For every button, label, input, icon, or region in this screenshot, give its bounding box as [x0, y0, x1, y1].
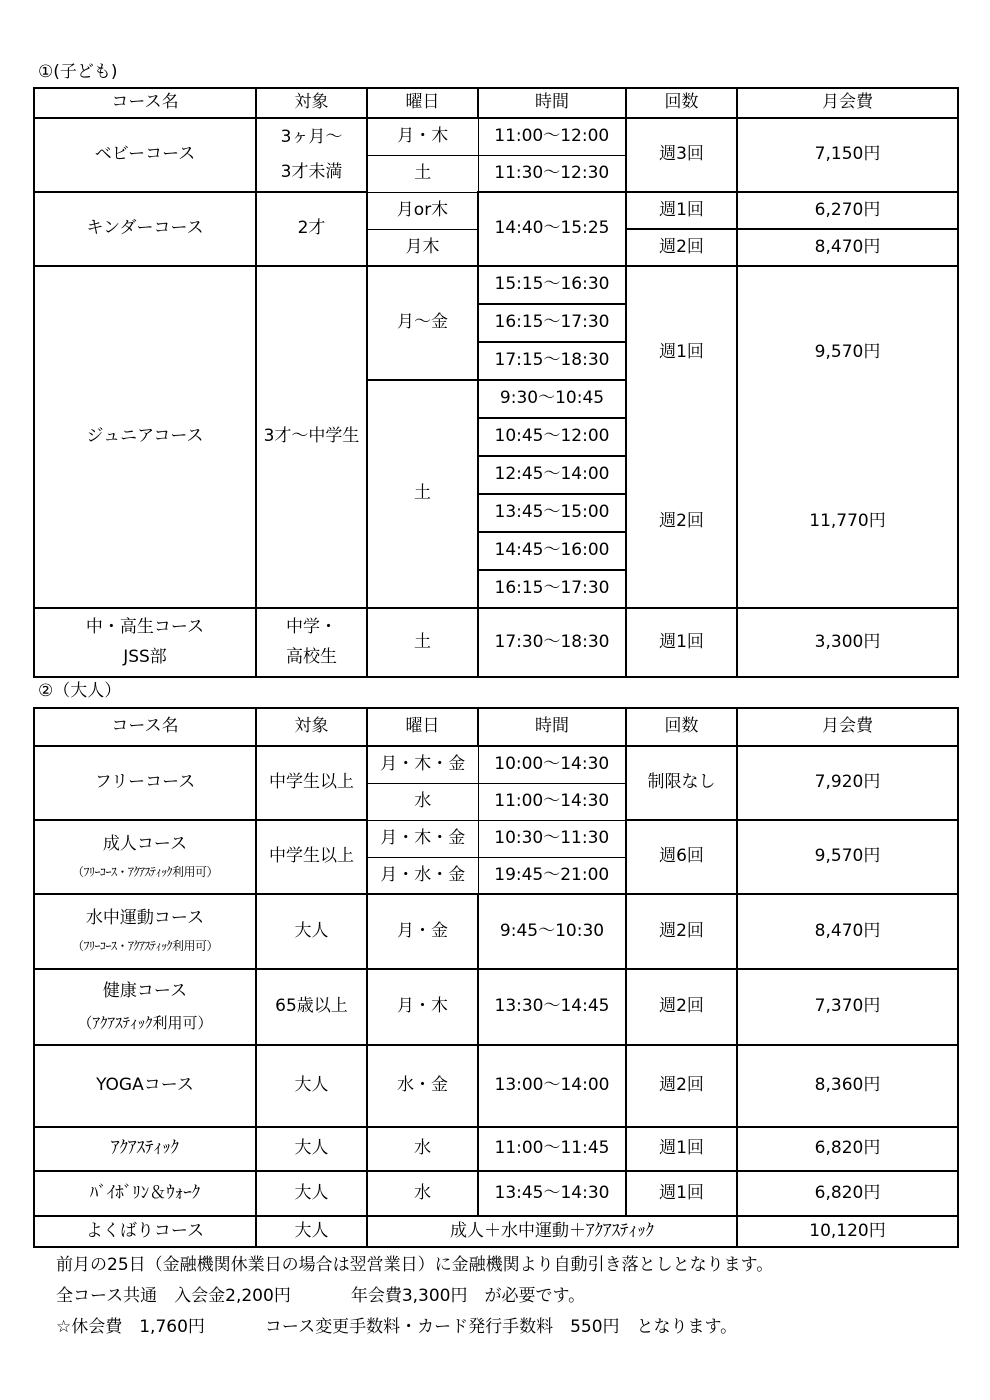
target-highschool — [256, 608, 367, 677]
days-cell: 水 — [367, 1127, 478, 1171]
header-monthly-fee: 月会費 — [737, 88, 958, 118]
header-days: 曜日 — [367, 708, 478, 746]
target-cell: 大人 — [256, 894, 367, 969]
target-line: 中学・ — [286, 617, 337, 638]
days-cell: 月・木 — [367, 969, 478, 1045]
time-cell: 11:00～14:30 — [478, 783, 626, 820]
target-adult: 中学生以上 — [256, 820, 367, 894]
days-cell: 月or木 — [367, 192, 478, 229]
note-entry-fee: 全コース共通 入会金2,200円 — [56, 1286, 291, 1306]
course-name-yoga: YOGAコース — [34, 1045, 256, 1127]
days-cell: 月・金 — [367, 894, 478, 969]
target-line: 高校生 — [286, 646, 337, 667]
fee-cell: 10,120円 — [737, 1216, 958, 1247]
days-cell: 水・金 — [367, 1045, 478, 1127]
table-row — [34, 746, 958, 783]
time-cell: 16:15～17:30 — [478, 570, 626, 608]
fee-cell: 9,570円 — [737, 820, 958, 894]
count-cell: 週2回 — [626, 229, 737, 266]
time-cell: 14:45～16:00 — [478, 532, 626, 570]
count-cell: 制限なし — [626, 746, 737, 820]
count-cell: 週2回 — [626, 894, 737, 969]
days-cell: 月～金 — [367, 266, 478, 380]
header-target: 対象 — [256, 708, 367, 746]
course-name-line: JSS部 — [123, 646, 167, 667]
time-cell: 17:30～18:30 — [478, 608, 626, 677]
header-days: 曜日 — [367, 88, 478, 118]
time-cell: 13:00～14:00 — [478, 1045, 626, 1127]
days-cell: 月木 — [367, 229, 478, 266]
days-cell: 月・水・金 — [367, 857, 478, 894]
course-name-line: 成人コース — [102, 833, 188, 854]
header-target: 対象 — [256, 88, 367, 118]
course-name-line: 水中運動コース — [85, 908, 205, 929]
count-cell: 週1回 — [626, 608, 737, 677]
time-cell: 13:45～15:00 — [478, 494, 626, 532]
course-note: （ﾌﾘｰｺｰｽ・ｱｸｱｽﾃｨｯｸ利用可） — [71, 939, 218, 954]
table-row — [34, 820, 958, 857]
fee-line: 9,570円 — [814, 341, 881, 362]
course-name-kinder: キンダーコース — [34, 192, 256, 266]
fee-cell: 6,820円 — [737, 1127, 958, 1171]
target-free: 中学生以上 — [256, 746, 367, 820]
kids-fee-table — [33, 87, 959, 678]
note-suspension-fee: ☆休会費 1,760円 — [56, 1317, 205, 1337]
course-name-line: 中・高生コース — [85, 617, 205, 638]
days-cell: 土 — [367, 608, 478, 677]
adults-section-title: ②（大人） — [38, 681, 122, 701]
table-row — [34, 266, 958, 304]
note-fees — [56, 1281, 773, 1312]
table-row — [34, 1045, 958, 1127]
days-cell: 土 — [367, 155, 478, 192]
table-row — [34, 1127, 958, 1171]
time-cell: 9:30～10:45 — [478, 380, 626, 418]
count-cell: 週3回 — [626, 118, 737, 192]
fee-cell: 7,370円 — [737, 969, 958, 1045]
header-monthly-fee: 月会費 — [737, 708, 958, 746]
count-cell-junior — [626, 266, 737, 608]
course-note: （ｱｸｱｽﾃｨｯｸ利用可） — [77, 1014, 213, 1033]
time-cell: 15:15～16:30 — [478, 266, 626, 304]
days-cell: 月・木・金 — [367, 820, 478, 857]
count-cell: 週1回 — [626, 1171, 737, 1216]
days-cell: 月・木・金 — [367, 746, 478, 783]
course-name-aqua-exercise — [34, 894, 256, 969]
target-cell: 大人 — [256, 1171, 367, 1216]
count-cell: 週2回 — [626, 969, 737, 1045]
time-cell: 13:45～14:30 — [478, 1171, 626, 1216]
table-row — [34, 192, 958, 229]
header-course-name: コース名 — [34, 708, 256, 746]
course-name-junior: ジュニアコース — [34, 266, 256, 608]
note-other-fees — [56, 1312, 773, 1343]
table-row — [34, 1171, 958, 1216]
target-kinder: 2才 — [256, 192, 367, 266]
table-header-row — [34, 88, 958, 118]
table-row — [34, 118, 958, 155]
target-baby — [256, 118, 367, 192]
fee-cell: 8,470円 — [737, 229, 958, 266]
target-cell: 65歳以上 — [256, 969, 367, 1045]
course-name-baby: ベビーコース — [34, 118, 256, 192]
time-cell: 10:45～12:00 — [478, 418, 626, 456]
target-line: 3ヶ月～ — [280, 126, 343, 147]
header-count: 回数 — [626, 88, 737, 118]
days-cell: 水 — [367, 1171, 478, 1216]
course-name-aquastick: ｱｸｱｽﾃｨｯｸ — [34, 1127, 256, 1171]
time-cell: 10:00～14:30 — [478, 746, 626, 783]
note-change-fee: コース変更手数料・カード発行手数料 550円 となります。 — [264, 1317, 738, 1337]
course-note: （ﾌﾘｰｺｰｽ・ｱｸｱｽﾃｨｯｸ利用可） — [71, 864, 218, 879]
fee-cell: 7,150円 — [737, 118, 958, 192]
target-line: 3才未満 — [280, 162, 343, 182]
kids-section-title: ①(子ども) — [38, 62, 118, 82]
header-time: 時間 — [478, 708, 626, 746]
table-row — [34, 894, 958, 969]
days-cell: 月・木 — [367, 118, 478, 155]
count-line: 週2回 — [659, 511, 704, 531]
header-count: 回数 — [626, 708, 737, 746]
note-annual-fee: 年会費3,300円 が必要です。 — [350, 1286, 586, 1306]
days-cell: 土 — [367, 380, 478, 608]
header-course-name: コース名 — [34, 88, 256, 118]
combo-cell: 成人＋水中運動＋ｱｸｱｽﾃｨｯｸ — [367, 1216, 737, 1247]
target-cell: 大人 — [256, 1045, 367, 1127]
time-cell: 16:15～17:30 — [478, 304, 626, 342]
time-cell: 12:45～14:00 — [478, 456, 626, 494]
fee-cell: 8,360円 — [737, 1045, 958, 1127]
header-time: 時間 — [478, 88, 626, 118]
notes-block — [56, 1250, 773, 1343]
time-cell: 17:15～18:30 — [478, 342, 626, 380]
count-line: 週1回 — [659, 341, 704, 362]
time-cell: 10:30～11:30 — [478, 820, 626, 857]
time-cell: 9:45～10:30 — [478, 894, 626, 969]
days-cell: 水 — [367, 783, 478, 820]
adults-fee-table — [33, 707, 959, 1248]
course-name-greedy: よくばりコース — [34, 1216, 256, 1247]
course-name-health — [34, 969, 256, 1045]
time-cell: 19:45～21:00 — [478, 857, 626, 894]
course-name-line: 健康コース — [102, 981, 188, 1001]
time-cell: 11:30～12:30 — [478, 155, 626, 192]
table-row — [34, 1216, 958, 1247]
course-name-highschool — [34, 608, 256, 677]
course-name-vibration-walk: ﾊﾞｲﾎﾞﾘﾝ＆ｳｫｰｸ — [34, 1171, 256, 1216]
fee-cell: 6,820円 — [737, 1171, 958, 1216]
count-cell: 週6回 — [626, 820, 737, 894]
course-name-free: フリーコース — [34, 746, 256, 820]
count-cell: 週2回 — [626, 1045, 737, 1127]
time-cell: 11:00～11:45 — [478, 1127, 626, 1171]
time-cell: 13:30～14:45 — [478, 969, 626, 1045]
target-cell: 大人 — [256, 1127, 367, 1171]
time-cell: 14:40～15:25 — [478, 192, 626, 266]
note-debit: 前月の25日（金融機関休業日の場合は翌営業日）に金融機関より自動引き落としとなります。 — [56, 1255, 774, 1275]
fee-cell: 3,300円 — [737, 608, 958, 677]
fee-cell: 7,920円 — [737, 746, 958, 820]
fee-cell: 6,270円 — [737, 192, 958, 229]
time-cell: 11:00～12:00 — [478, 118, 626, 155]
table-header-row — [34, 708, 958, 746]
table-row — [34, 608, 958, 677]
fee-cell: 8,470円 — [737, 894, 958, 969]
fee-cell-junior — [737, 266, 958, 608]
course-name-adult — [34, 820, 256, 894]
fee-line: 11,770円 — [809, 511, 886, 531]
target-cell: 大人 — [256, 1216, 367, 1247]
count-cell: 週1回 — [626, 1127, 737, 1171]
target-junior: 3才～中学生 — [256, 266, 367, 608]
table-row — [34, 969, 958, 1045]
count-cell: 週1回 — [626, 192, 737, 229]
